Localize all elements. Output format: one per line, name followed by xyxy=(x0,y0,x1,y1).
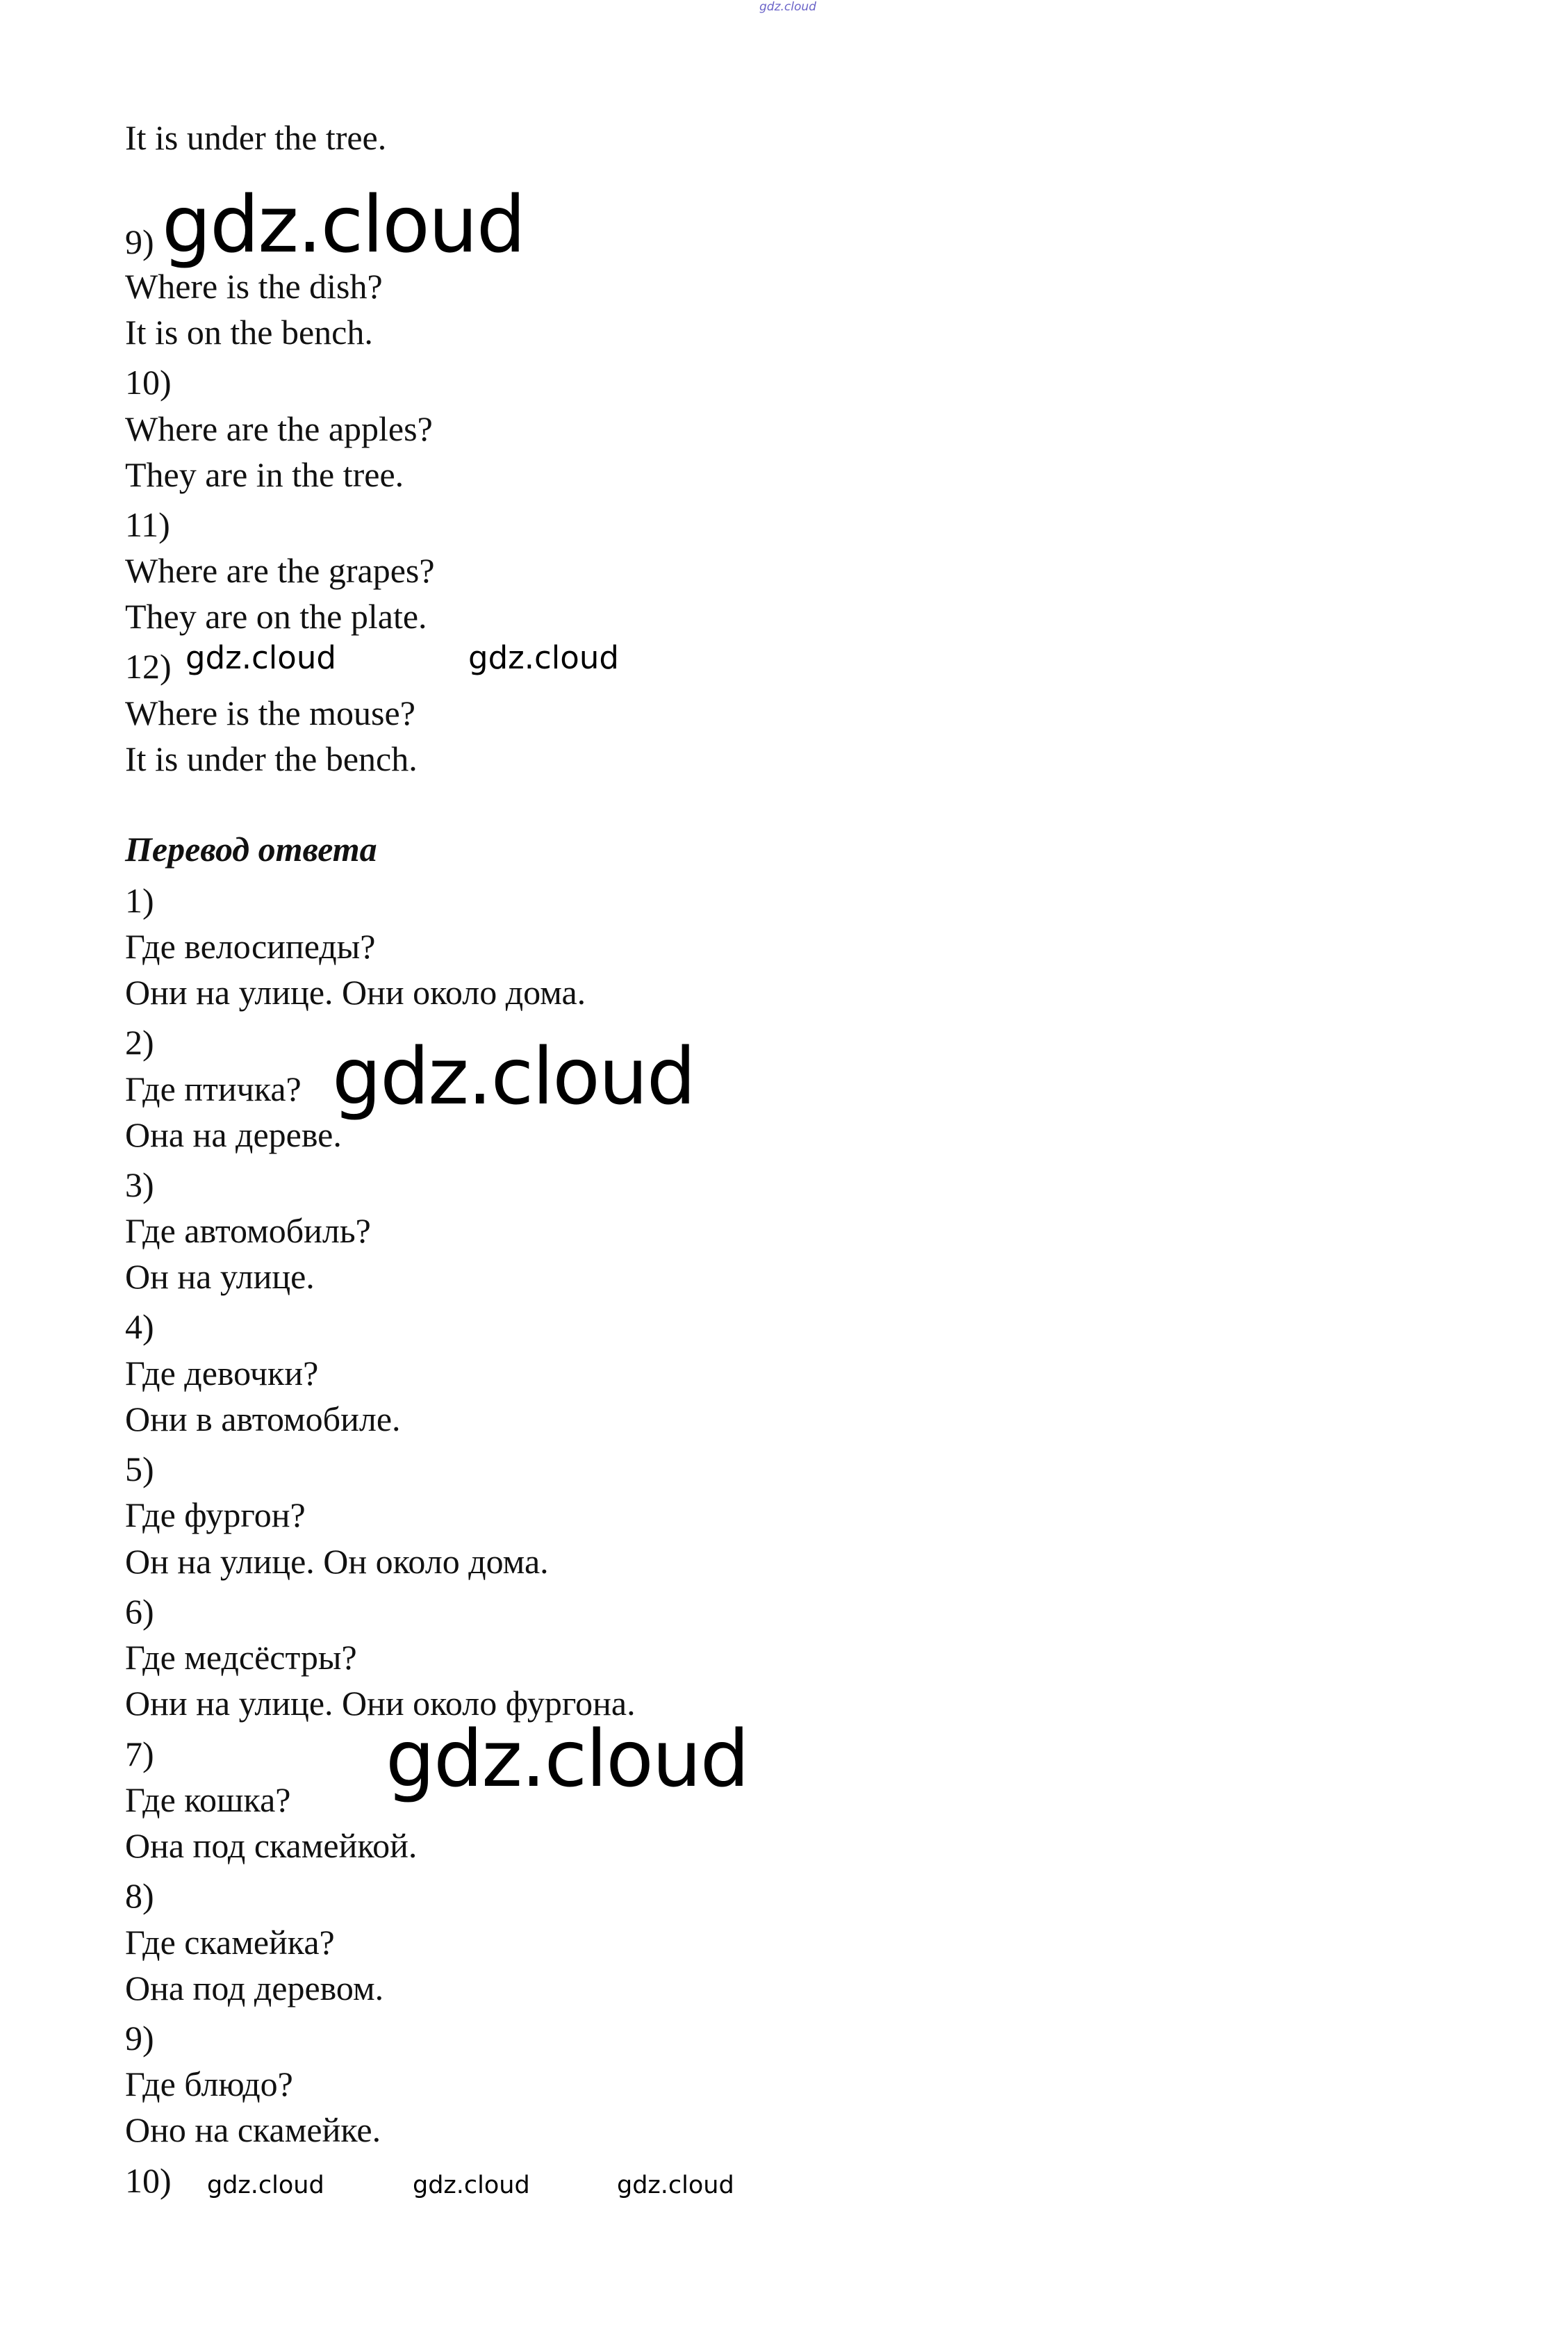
item-number: 9) xyxy=(125,222,154,261)
item-number: 9) xyxy=(125,2019,154,2058)
text-line: Где медсёстры? xyxy=(125,1638,357,1677)
text-line: Where are the apples? xyxy=(125,409,433,448)
text-line: Где велосипеды? xyxy=(125,927,376,966)
item-number: 10) xyxy=(125,2161,172,2200)
item-number: 3) xyxy=(125,1165,154,1204)
top-watermark: gdz.cloud xyxy=(759,0,816,14)
item-number: 2) xyxy=(125,1023,154,1062)
watermark: gdz.cloud xyxy=(468,639,619,676)
text-line: Where are the grapes? xyxy=(125,551,435,590)
text-line: Где автомобиль? xyxy=(125,1211,371,1250)
item-number: 12) xyxy=(125,647,172,686)
text-line: It is under the bench. xyxy=(125,739,418,778)
translation-heading: Перевод ответа xyxy=(125,830,377,869)
item-number: 11) xyxy=(125,505,170,544)
text-line: Где фургон? xyxy=(125,1495,306,1534)
text-line: Он на улице. xyxy=(125,1257,315,1296)
text-line: They are on the plate. xyxy=(125,597,427,636)
watermark: gdz.cloud xyxy=(207,2171,324,2199)
text-line: Она на дереве. xyxy=(125,1115,342,1154)
item-number: 6) xyxy=(125,1592,154,1631)
watermark: gdz.cloud xyxy=(332,1032,695,1122)
text-line: Она под деревом. xyxy=(125,1969,384,2007)
watermark: gdz.cloud xyxy=(617,2171,734,2199)
text-line: Где блюдо? xyxy=(125,2064,293,2103)
text-line: Где кошка? xyxy=(125,1780,291,1819)
text-line: Они на улице. Они около фургона. xyxy=(125,1684,636,1723)
text-line: Оно на скамейке. xyxy=(125,2110,381,2149)
text-line: Где скамейка? xyxy=(125,1923,335,1962)
watermark: gdz.cloud xyxy=(162,180,525,270)
watermark: gdz.cloud xyxy=(386,1714,748,1805)
text-line: Она под скамейкой. xyxy=(125,1826,418,1865)
text-line: It is on the bench. xyxy=(125,313,373,352)
text-line: Они в автомобиле. xyxy=(125,1399,401,1438)
text-line: Где птичка? xyxy=(125,1069,302,1108)
watermark: gdz.cloud xyxy=(413,2171,530,2199)
watermark: gdz.cloud xyxy=(185,639,336,676)
text-line: Они на улице. Они около дома. xyxy=(125,973,586,1012)
item-number: 8) xyxy=(125,1876,154,1915)
text-line: Он на улице. Он около дома. xyxy=(125,1542,549,1581)
item-number: 1) xyxy=(125,881,154,920)
text-line: It is under the tree. xyxy=(125,118,387,157)
item-number: 10) xyxy=(125,363,172,402)
text-line: They are in the tree. xyxy=(125,455,404,494)
text-line: Where is the dish? xyxy=(125,267,383,306)
item-number: 4) xyxy=(125,1307,154,1346)
item-number: 7) xyxy=(125,1734,154,1773)
text-line: Where is the mouse? xyxy=(125,693,415,732)
item-number: 5) xyxy=(125,1450,154,1488)
text-line: Где девочки? xyxy=(125,1354,319,1393)
